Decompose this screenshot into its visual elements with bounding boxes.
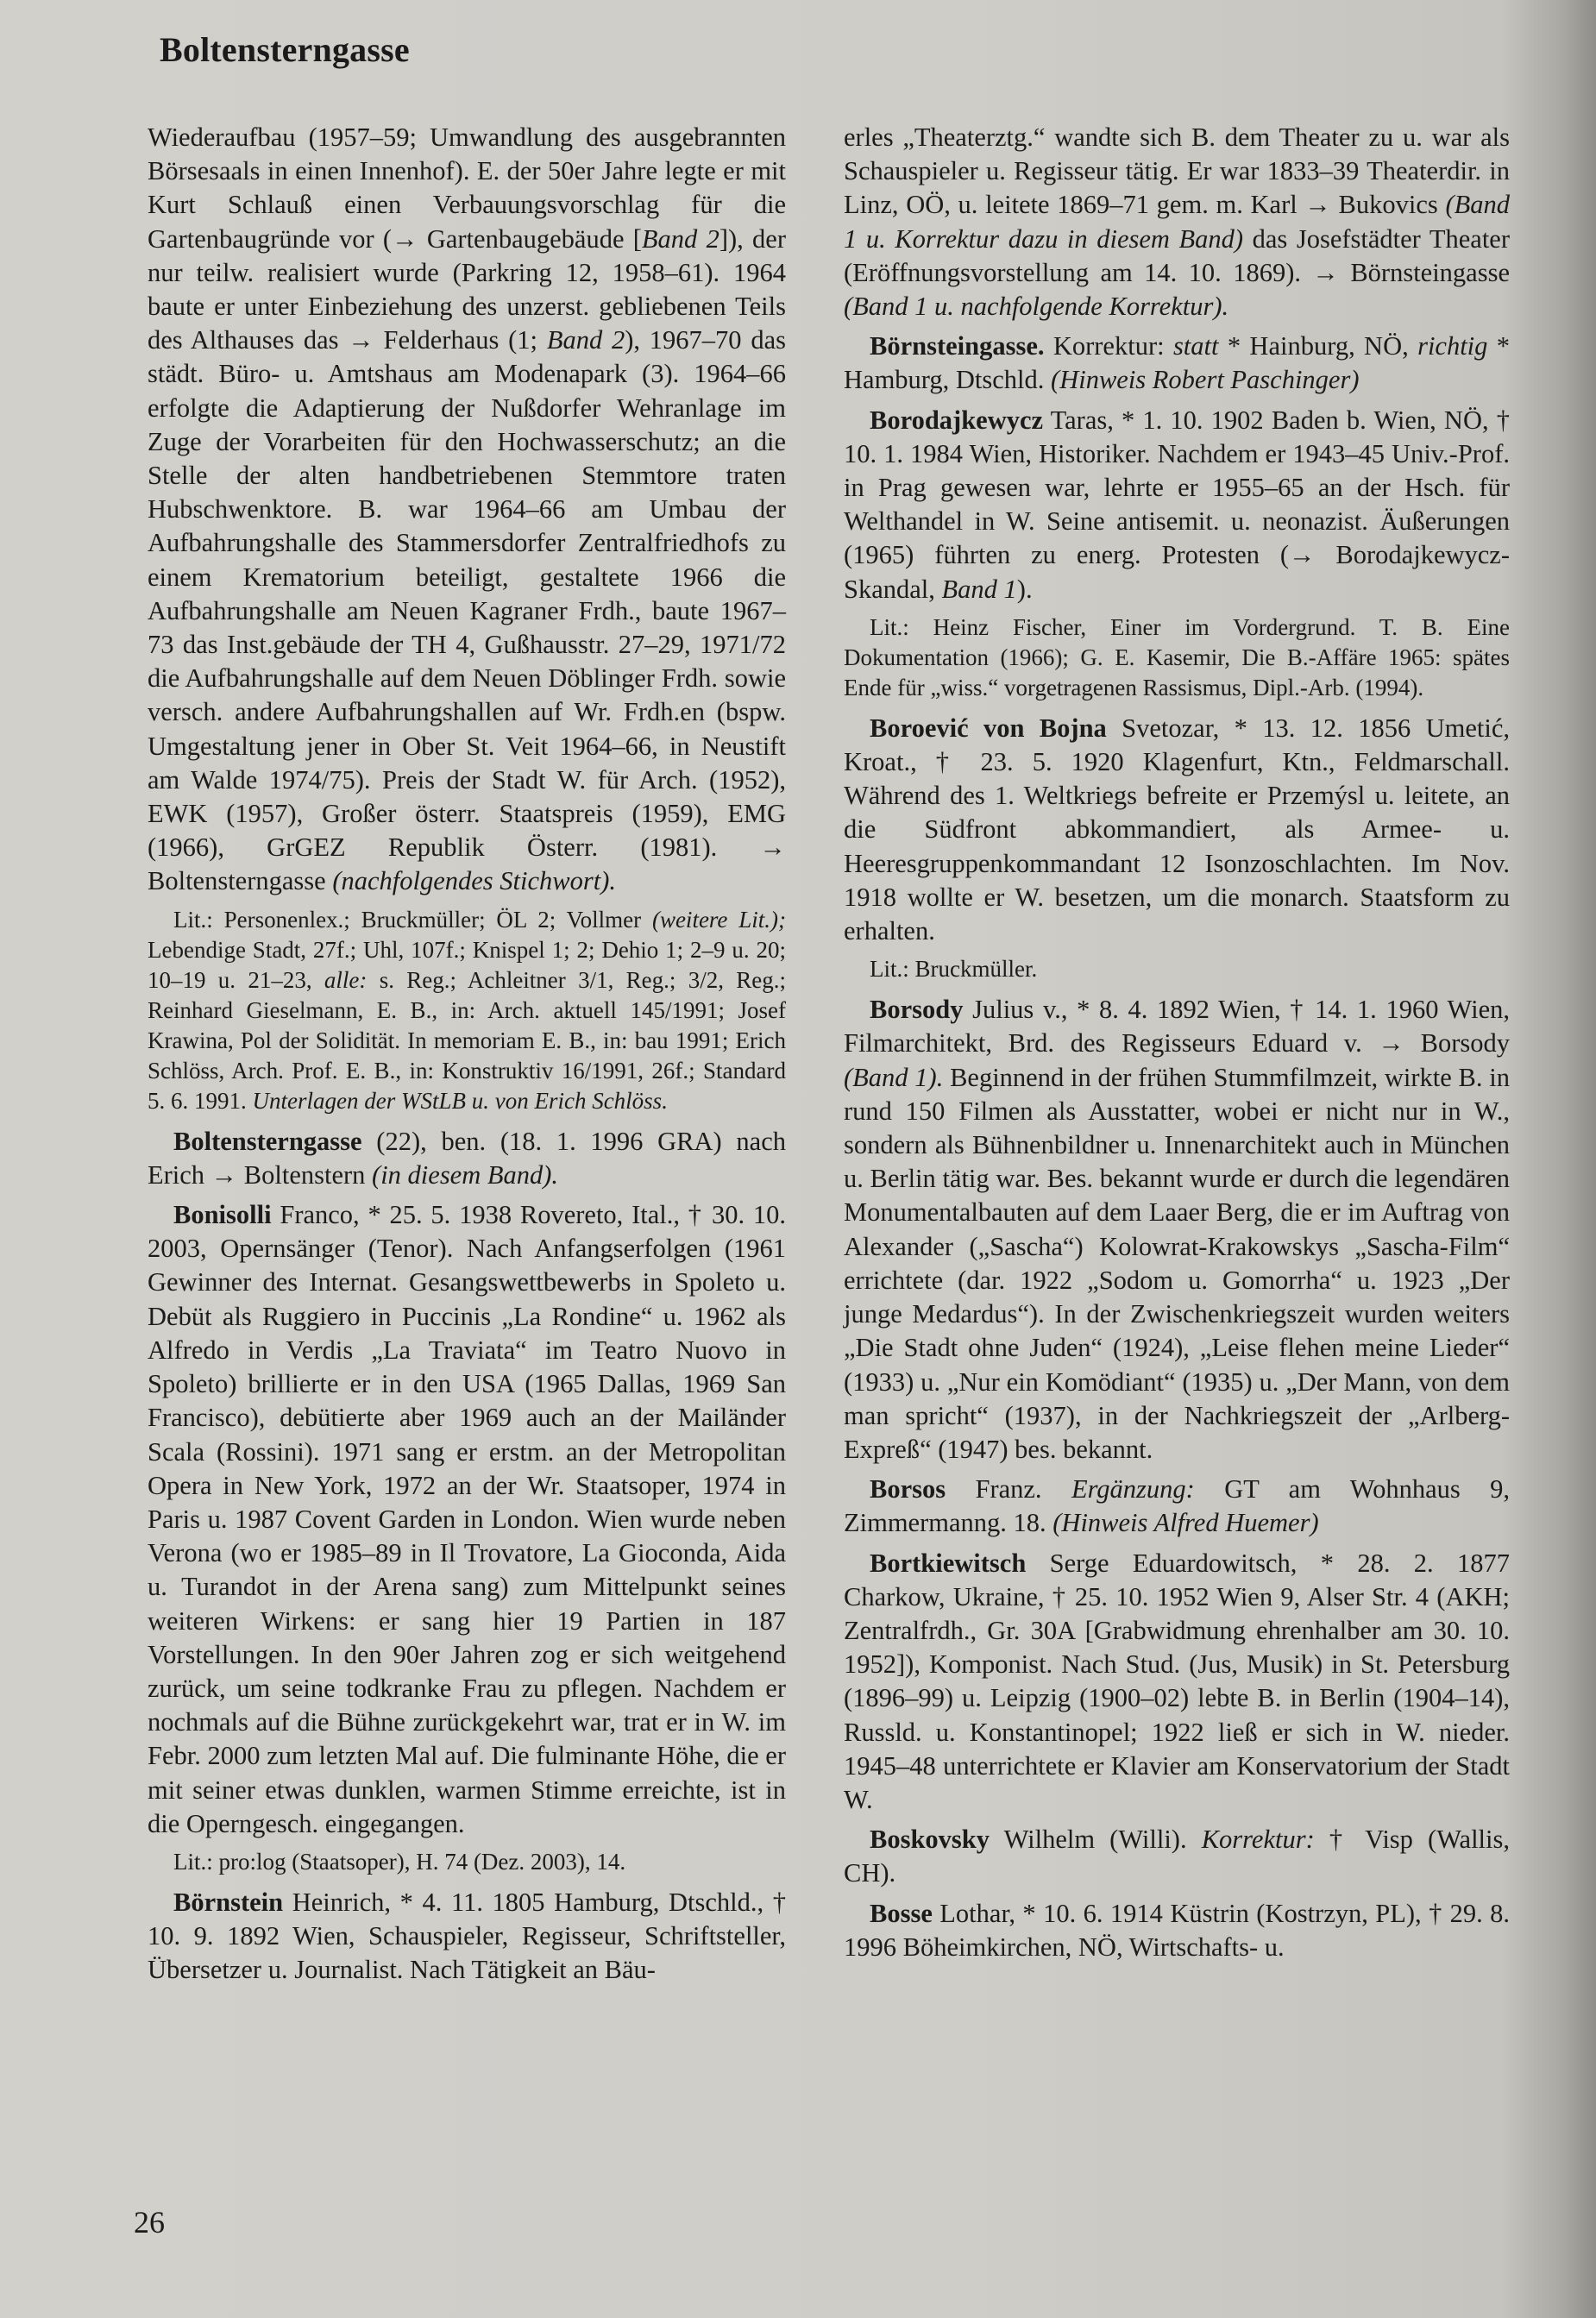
entry-text: Julius v., * 8. 4. 1892 Wien, † 14. 1. 1960 Wien, Filmarchitekt, Brd. des Regisseurs Eduard v. → Borsody [844,995,1510,1058]
entry-text: ). [1016,574,1033,604]
entry-text: Korrektur: [1044,331,1173,361]
entry-text: ]), der nur teilw. realisiert wurde (Parkring 12, 1958–61). 1964 baute er unter Einbeziehung des unzerst. gebliebenen Teils des Althauses das → Felderhaus (1; [148,223,786,355]
entry-text: GT am Wohnhaus 9, Zimmermanng. 18. [844,1474,1510,1538]
italic-text: Korrektur: [1201,1825,1315,1855]
italic-text: (Hinweis Robert Paschinger) [1051,365,1360,395]
italic-text: statt [1172,331,1219,361]
entry-text: Lit.: Personenlex.; Bruckmüller; ÖL 2; Vollmer [173,906,652,933]
entry-continuation [148,121,786,899]
entry-text: Wiederaufbau (1957–59; Umwandlung des ausgebrannten Börsesaals in einen Innenhof). E. der 50er Jahre legte er mit Kurt Schlauß einen Verbauungsvorschlag für die Gartenbaugründe vor (→ Gartenbaugebäude [ [148,122,786,254]
entry-text: Lebendige Stadt, 27f.; Uhl, 107f.; Knispel 1; 2; Dehio 1; 2–9 u. 20; 10–19 u. 21–23, [148,936,786,993]
entry-text: erles „Theaterztg.“ wandte sich B. dem Theater zu u. war als Schauspieler u. Regisseur tätig. Er war 1833–39 Theaterdir. in Linz, OÖ, u. leitete 1869–71 gem. m. Karl → Bukovics [844,122,1510,220]
entry-headword: Boltensterngasse [173,1126,362,1156]
entry-text: das Josefstädter Theater (Eröffnungsvorstellung am 14. 10. 1869). → Börnsteingasse [844,223,1510,287]
entry-text: Lothar, * 10. 6. 1914 Küstrin (Kostrzyn, PL), † 29. 8. 1996 Böheimkirchen, NÖ, Wirtschafts- u. [844,1898,1510,1962]
entry-headword: Borodajkewycz [870,405,1044,435]
entry-headword: Bonisolli [173,1200,272,1230]
entry-headword: Bortkiewitsch [870,1548,1027,1578]
literature-note [148,905,786,1116]
dictionary-entry [844,712,1510,948]
entry-headword: Bosse [870,1898,933,1928]
entry-headword: Boroević von Bojna [870,713,1107,743]
entry-headword: Boskovsky [870,1825,990,1855]
literature-note [148,1847,786,1877]
dictionary-entry [148,1198,786,1841]
italic-text: (weitere Lit.); [651,906,786,933]
entry-text: † Visp (Wallis, CH). [844,1825,1510,1888]
dictionary-entry [844,993,1510,1467]
literature-note [844,954,1510,984]
entry-text: Wilhelm (Willi). [990,1825,1202,1855]
entry-headword: Börnsteingasse. [870,331,1045,361]
entry-continuation [844,121,1510,324]
italic-text: (Band 1 u. nachfolgende Korrektur). [844,292,1229,322]
dictionary-entry [844,1547,1510,1818]
italic-text: alle: [324,966,368,993]
entry-text: Lit.: Bruckmüller. [870,956,1038,983]
entry-text: s. Reg.; Achleitner 3/1, Reg.; 3/2, Reg.; Reinhard Gieselmann, E. B., in: Arch. aktuell 145/1991; Josef Krawina, Pol der Solidität. In memoriam E. B., in: bau 1991; Erich Schlöss, Arch. Prof. E. B., in: Konstruktiv 16/1991, 26f.; Standard 5. 6. 1991. [148,966,786,1114]
dictionary-entry [844,1823,1510,1890]
italic-text: (Band 1). [844,1062,944,1092]
entry-headword: Borsody [870,995,964,1025]
dictionary-entry [844,1473,1510,1540]
italic-text: Band 1 [941,574,1017,604]
entry-text: Serge Eduardowitsch, * 28. 2. 1877 Charkow, Ukraine, † 25. 10. 1952 Wien 9, Alser Str. 4 (AKH; Zentralfrdh., Gr. 30A [Grabwidmung ehrenhalber am 30. 10. 1952]), Komponist. Nach Stud. (Jus, Musik) in St. Petersburg (1896–99) u. Leipzig (1900–02) lebte B. in Berlin (1904–14), Russld. u. Konstantinopel; 1922 ließ er sich in W. nieder. 1945–48 unterrichtete er Klavier am Konservatorium der Stadt W. [844,1548,1510,1814]
italic-text: (Band 1 u. Korrektur dazu in diesem Band) [844,190,1510,254]
entry-text: Lit.: pro:log (Staatsoper), H. 74 (Dez. 2003), 14. [173,1848,626,1875]
entry-text: Heinrich, * 4. 11. 1805 Hamburg, Dtschld., † 10. 9. 1892 Wien, Schauspieler, Regisseur, Schriftsteller, Übersetzer u. Journalist. Nach Tätigkeit an Bäu- [148,1887,786,1985]
entry-text: * Hamburg, Dtschld. [844,331,1511,395]
italic-text: (in diesem Band). [372,1159,559,1190]
entry-text: Beginnend in der frühen Stummfilmzeit, wirkte B. in rund 150 Filmen als Ausstatter, wobei er nicht nur in W., sondern als Bühnenbildner u. Innenarchitekt auch in München u. Berlin tätig war. Bes. bekannt wurde er durch die legendären Monumentalbauten auf dem Laaer Berg, die er im Auftrag von Alexander („Sascha“) Kolowrat-Krakowskys „Sascha-Film“ errichtete (dar. 1922 „Sodom u. Gomorrha“ u. 1923 „Der junge Medardus“). In der Zwischenkriegszeit wurden weiters „Die Stadt ohne Juden“ (1924), „Leise flehen meine Lieder“ (1933) u. „Nur ein Komödiant“ (1935) u. „Der Mann, von dem man spricht“ (1937), in der Nachkriegszeit der „Arlberg-Expreß“ (1947) bes. bekannt. [844,1062,1510,1464]
italic-text: (Hinweis Alfred Huemer) [1052,1508,1319,1538]
entry-headword: Börnstein [173,1887,284,1917]
left-column [148,121,786,1994]
italic-text: richtig [1417,331,1488,361]
running-head: Boltensterngasse [160,30,410,69]
dictionary-entry [844,404,1510,606]
italic-text: Band 2 [546,325,625,355]
entry-text: Franz. [946,1474,1071,1505]
italic-text: Ergänzung: [1071,1474,1195,1505]
entry-headword: Borsos [870,1474,946,1505]
italic-text: Band 2 [641,223,719,254]
italic-text: (nachfolgendes Stichwort). [332,866,616,896]
entry-text: Svetozar, * 13. 12. 1856 Umetić, Kroat., † 23. 5. 1920 Klagenfurt, Ktn., Feldmarschall. Während des 1. Weltkriegs befreite er Przemýsl u. leitete, an die Südfront abkommandiert, als Armee- u. Heeresgruppenkommandant 12 Isonzoschlachten. Im Nov. 1918 wollte er W. besetzen, um die monarch. Staatsform zu erhalten. [844,713,1510,946]
entry-text: Taras, * 1. 10. 1902 Baden b. Wien, NÖ, † 10. 1. 1984 Wien, Historiker. Nachdem er 1943–45 Univ.-Prof. in Prag gewesen war, lehrte er 1955–65 an der Hsch. für Welthandel in W. Seine antisemit. u. neonazist. Äußerungen (1965) führten zu energ. Protesten (→ Borodajkewycz-Skandal, [844,405,1510,604]
italic-text: Unterlagen der WStLB u. von Erich Schlöss. [252,1087,668,1114]
entry-text: (22), ben. (18. 1. 1996 GRA) nach Erich → Boltenstern [148,1126,786,1190]
right-column [844,121,1510,1970]
dictionary-entry [148,1886,786,1988]
entry-text: Lit.: Heinz Fischer, Einer im Vordergrund. T. B. Eine Dokumentation (1966); G. E. Kasemir, Die B.-Affäre 1965: spätes Ende für „wiss.“ vorgetragenen Rassismus, Dipl.-Arb. (1994). [844,613,1510,700]
dictionary-entry [844,330,1510,397]
dictionary-entry [844,1897,1510,1964]
literature-note [844,612,1510,703]
entry-text: * Hainburg, NÖ, [1218,331,1418,361]
dictionary-entry [148,1125,786,1192]
page-number: 26 [134,2205,165,2239]
entry-text: Franco, * 25. 5. 1938 Rovereto, Ital., † 30. 10. 2003, Opernsänger (Tenor). Nach Anfangserfolgen (1961 Gewinner des Internat. Gesangswettbewerbs in Spoleto u. Debüt als Ruggiero in Puccinis „La Rondine“ u. 1962 als Alfredo in Verdis „La Traviata“ im Teatro Nuovo in Spoleto) brillierte er in den USA (1965 Dallas, 1969 San Francisco), debütierte aber 1969 auch an der Mailänder Scala (Rossini). 1971 sang er erstm. an der Metropolitan Opera in New York, 1972 an der Wr. Staatsoper, 1974 in Paris u. 1987 Covent Garden in London. Wien wurde neben Verona (wo er 1985–89 in Il Trovatore, La Gioconda, Aida u. Turandot in der Arena sang) zum Mittelpunkt seines weiteren Wirkens: er sang hier 19 Partien in 187 Vorstellungen. In den 90er Jahren zog er sich weitgehend zurück, um seine todkranke Frau zu pflegen. Nachdem er nochmals auf die Bühne zurückgekehrt war, trat er in W. im Febr. 2000 zum letzten Mal auf. Die fulminante Höhe, die er mit seiner etwas dunklen, warmen Stimme erreichte, ist in die Operngesch. eingegangen. [148,1200,786,1838]
entry-text: ), 1967–70 das städt. Büro- u. Amtshaus am Modenapark (3). 1964–66 erfolgte die Adaptierung der Nußdorfer Wehranlage im Zuge der Vorarbeiten für den Hochwasserschutz; an die Stelle der alten handbetriebenen Stemmtore traten Hubschwenktore. B. war 1964–66 am Umbau der Aufbahrungshalle des Stammersdorfer Zentralfriedhofs zu einem Krematorium beteiligt, gestaltete 1966 die Aufbahrungshalle am Neuen Kagraner Frdh., baute 1967–73 das Inst.gebäude der TH 4, Gußhausstr. 27–29, 1971/72 die Aufbahrungshalle auf dem Neuen Döblinger Frdh. sowie versch. andere Aufbahrungshallen auf Wr. Frdh.en (bspw. Umgestaltung jener in Ober St. Veit 1964–66, in Neustift am Walde 1974/75). Preis der Stadt W. für Arch. (1952), EWK (1957), Großer österr. Staatspreis (1959), EMG (1966), GrGEZ Republik Österr. (1981). → Boltensterngasse [148,325,786,896]
